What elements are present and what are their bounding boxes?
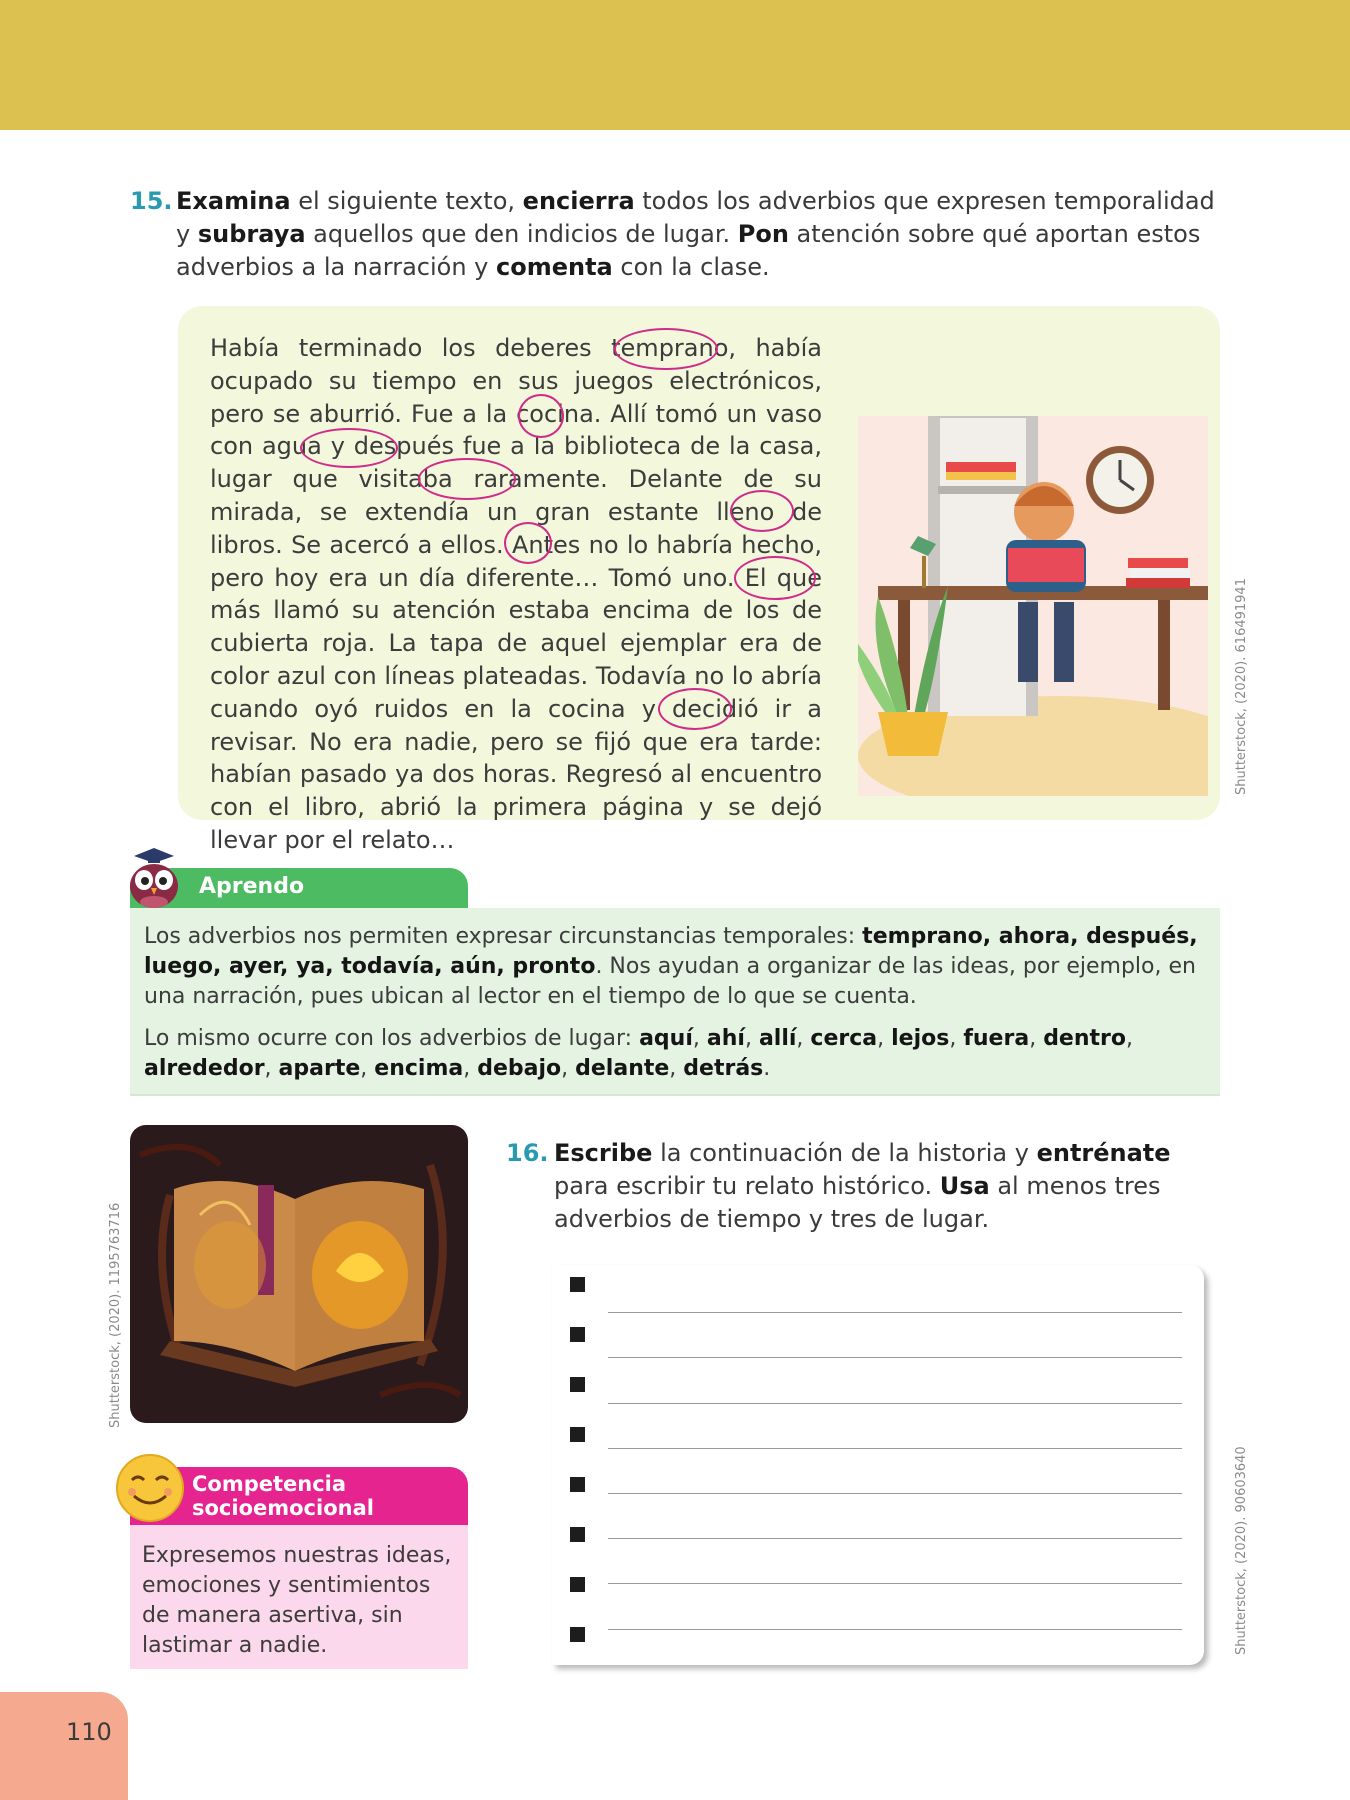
exercise-number: 15.: [130, 187, 173, 215]
aprendo-title: Aprendo: [199, 874, 305, 899]
circle-mark: [734, 556, 816, 600]
bullet-icon: [570, 1327, 585, 1342]
writing-line[interactable]: [608, 1493, 1182, 1494]
aprendo-content: [130, 908, 1220, 1096]
image-credit: Shutterstock, (2020). 90603640: [1234, 1446, 1249, 1655]
top-color-band: [0, 0, 1350, 130]
writing-line[interactable]: [608, 1538, 1182, 1539]
page-number: 110: [66, 1718, 112, 1746]
exercise-16: [506, 1137, 1206, 1236]
bullet-icon: [570, 1277, 585, 1292]
page-number-tab: [0, 1692, 128, 1800]
circle-mark: [300, 428, 398, 468]
smiley-icon: [114, 1452, 186, 1524]
writing-line[interactable]: [608, 1583, 1182, 1584]
writing-line[interactable]: [608, 1357, 1182, 1358]
bullet-icon: [570, 1477, 585, 1492]
circle-mark: [658, 688, 732, 730]
writing-line[interactable]: [608, 1403, 1182, 1404]
boy-reading-illustration: [858, 416, 1208, 796]
writing-line[interactable]: [608, 1312, 1182, 1313]
aprendo-paragraph-time: Los adverbios nos permiten expresar circunstancias temporales: temprano, ahora, después, luego, ayer, ya, todavía, aún, pronto. Nos ayudan a organizar de las ideas, por ejemplo, en una narración, pues ubican al lector en el tiempo de lo que se cuenta.: [144, 924, 1198, 1009]
aprendo-paragraph-place: Lo mismo ocurre con los adverbios de lugar: aquí, ahí, allí, cerca, lejos, fuera, dentro, alrededor, aparte, encima, debajo, delante, detrás.: [144, 1026, 1133, 1081]
writing-line[interactable]: [608, 1629, 1182, 1630]
writing-line[interactable]: [608, 1448, 1182, 1449]
owl-mascot-icon: [118, 848, 188, 910]
exercise-instructions: Examina el siguiente texto, encierra todos los adverbios que expresen temporalidad y subraya aquellos que den indicios de lugar. Pon atención sobre qué aportan estos adverbios a la narración y comenta con la clase.: [176, 187, 1215, 281]
reading-passage: Había terminado los deberes temprano, había ocupado su tiempo en sus juegos electrónicos, pero se aburrió. Fue a la cocina. Allí tomó un vaso con agua y después fue a la biblioteca de la casa, lugar que visitaba raramente. Delante de su mirada, se extendía un gran estante lleno de libros. Se acercó a ellos. Antes no lo habría hecho, pero hoy era un día diferente… Tomó uno. El que más llamó su atención estaba encima de los de cubierta roja. La tapa de aquel ejemplar era de color azul con líneas plateadas. Todavía no lo abría cuando oyó ruidos en la cocina y decidió ir a revisar. No era nadie, pero se fijó que era tarde: habían pasado ya dos horas. Regresó al encuentro con el libro, abrió la primera página y se dejó llevar por el relato…: [210, 334, 822, 854]
image-credit: Shutterstock, (2020). 616491941: [1234, 578, 1249, 795]
exercise-15: [130, 185, 1222, 284]
competencia-text: Expresemos nuestras ideas, emociones y sentimientos de manera asertiva, sin lastimar a nadie.: [142, 1543, 452, 1658]
circle-mark: [614, 328, 718, 370]
reading-passage-box: [178, 306, 1220, 854]
writing-area: [552, 1265, 1204, 1665]
circle-mark: [730, 490, 794, 532]
bullet-icon: [570, 1627, 585, 1642]
competencia-content: [130, 1525, 468, 1669]
bullet-icon: [570, 1377, 585, 1392]
circle-mark: [504, 522, 552, 564]
exercise-number: 16.: [506, 1139, 549, 1167]
bullet-icon: [570, 1577, 585, 1592]
image-credit: Shutterstock, (2020). 1195763716: [108, 1202, 123, 1428]
bullet-icon: [570, 1427, 585, 1442]
magic-book-image: [130, 1125, 468, 1423]
exercise-instructions: Escribe la continuación de la historia y entrénate para escribir tu relato histórico. Usa al menos tres adverbios de tiempo y tres de lugar.: [554, 1139, 1171, 1233]
circle-mark: [518, 394, 564, 438]
bullet-icon: [570, 1527, 585, 1542]
circle-mark: [418, 458, 516, 500]
competencia-title: Competencia socioemocional: [192, 1472, 374, 1520]
